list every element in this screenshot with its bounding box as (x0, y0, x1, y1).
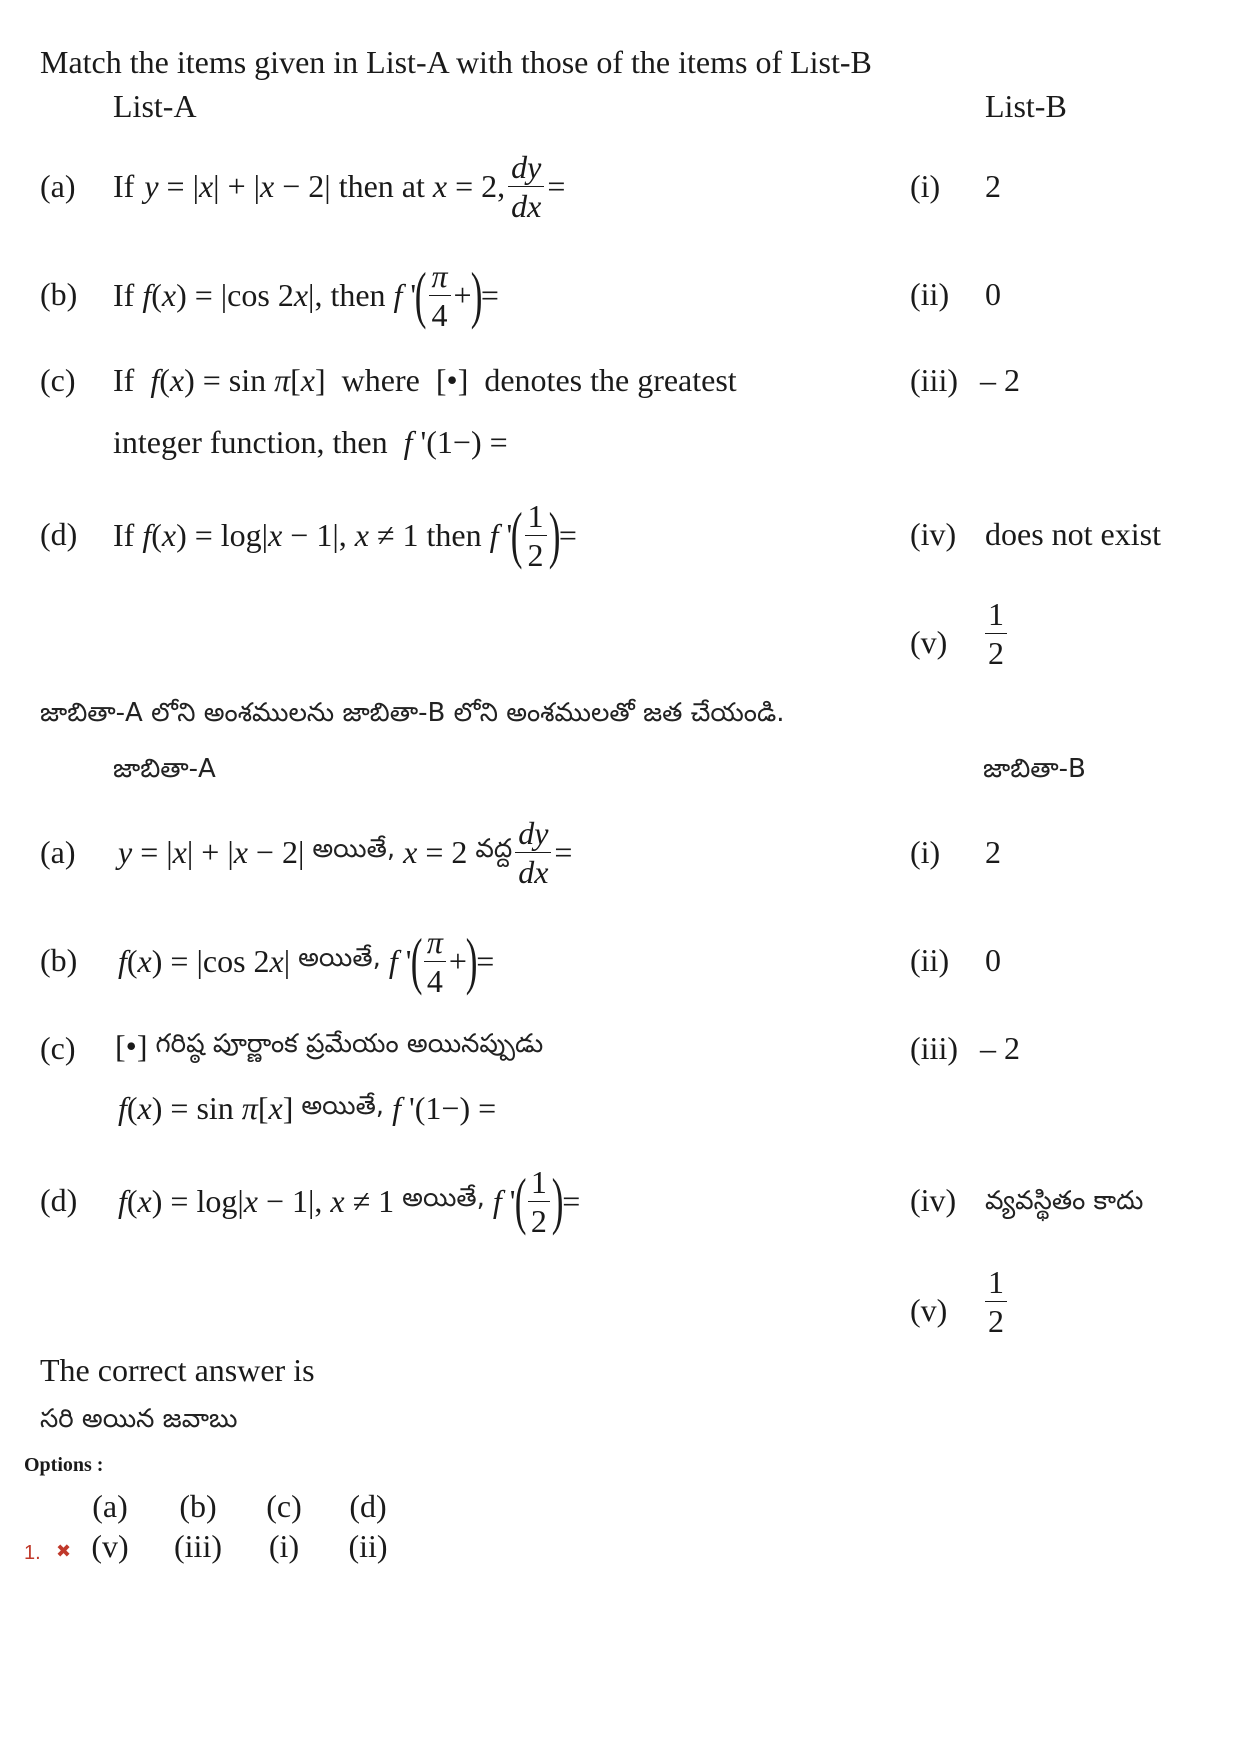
item-d-label-en: (d) (40, 516, 78, 552)
option-col-a: (a) (92, 1488, 128, 1524)
item-b-pre: If (113, 276, 135, 313)
list-b-iv-value-te: వ్యవస్థితం కాదు (985, 1186, 1144, 1216)
list-b-v-label-te: (v) (910, 1292, 948, 1328)
item-c-te-line2: f(x) = sin π[x] అయితే, f '(1−) = (118, 1090, 497, 1126)
list-b-ii-value-te: 0 (985, 942, 1001, 978)
list-b-ii-value-en: 0 (985, 276, 1001, 312)
list-b-ii-label-en: (ii) (910, 276, 950, 312)
item-b-label-te: (b) (40, 942, 78, 978)
item-c-pre: If (113, 362, 135, 398)
option-1-b: (iii) (174, 1528, 222, 1564)
list-b-ii-label-te: (ii) (910, 942, 950, 978)
item-a-label-te: (a) (40, 834, 76, 870)
item-c-then-te: అయితే, (301, 1090, 385, 1121)
list-b-v-value-en (982, 598, 1010, 669)
list-b-i-value-en: 2 (985, 168, 1001, 204)
item-a-pre: If (113, 167, 135, 204)
instruction-te: జాబితా-A లోని అంశములను జాబితా-B లోని అంశములతో జత చేయండి. (40, 698, 785, 728)
item-b-mid: , then (314, 276, 386, 313)
instruction-en: Match the items given in List-A with those of the items of List-B (40, 44, 872, 80)
list-b-iv-value-en: does not exist (985, 516, 1161, 552)
v-numerator-te: 1 (988, 1264, 1004, 1300)
list-b-v-label-en: (v) (910, 624, 948, 660)
v-denominator: 2 (985, 633, 1007, 669)
list-a-header-en: List-A (113, 88, 197, 124)
item-a-te: y = |x| + |x − 2| అయితే, x = 2 వద్ద $\frac{dy}{dx}$ = (118, 814, 573, 890)
list-b-iv-label-en: (iv) (910, 516, 957, 552)
item-d-te: f(x) = log|x − 1|, x ≠ 1 అయితే, f ' ( $\frac{1}{2}$ ) = (118, 1163, 581, 1239)
item-d-mid: then (426, 516, 482, 553)
dy-dx-fraction: $\frac{dy}{dx}$ (508, 151, 544, 222)
item-c-line2: integer function, then (113, 424, 388, 460)
item-b-te: f(x) = |cos 2x| అయితే, f ' ( $\frac{\pi}{4}$ + ) = (118, 923, 495, 999)
item-a-en: If y = |x| + |x − 2| then at x = 2, $\frac{dy}{dx}$ = (113, 148, 566, 224)
answer-label-te: సరి అయిన జవాబు (40, 1404, 238, 1434)
list-a-header-te: జాబితా-A (113, 754, 216, 784)
option-col-d: (d) (349, 1488, 387, 1524)
item-d-pre: If (113, 516, 135, 553)
list-b-header-en: List-B (985, 88, 1067, 124)
answer-label-en: The correct answer is (40, 1352, 315, 1388)
v-numerator: 1 (988, 596, 1004, 632)
options-header: Options : (24, 1454, 104, 1476)
option-1-d: (ii) (348, 1528, 388, 1564)
list-b-v-value-te (982, 1266, 1010, 1337)
item-a-label-en: (a) (40, 168, 76, 204)
list-b-iv-label-te: (iv) (910, 1182, 957, 1218)
item-c-label-en: (c) (40, 362, 76, 398)
wrong-mark-icon: ✖ (56, 1541, 72, 1562)
item-d-en: If f(x) = log|x − 1|, x ≠ 1 then f ' ( $\frac{1}{2}$ ) = (113, 497, 577, 573)
item-c-line1-te: గరిష్ఠ పూర్ణాంక ప్రమేయం అయినప్పుడు (155, 1028, 544, 1059)
option-col-c: (c) (266, 1488, 302, 1524)
item-c-mid2: denotes the greatest (484, 362, 737, 398)
item-b-label-en: (b) (40, 276, 78, 312)
item-c-te-line1: [•] గరిష్ఠ పూర్ణాంక ప్రమేయం అయినప్పుడు (115, 1028, 544, 1064)
list-b-iii-label-te: (iii) (910, 1030, 958, 1066)
item-d-label-te: (d) (40, 1182, 78, 1218)
list-b-iii-value-en: – 2 (980, 362, 1020, 398)
option-1-a: (v) (91, 1528, 129, 1564)
item-c-mid: where (341, 362, 420, 398)
list-b-header-te: జాబితా-B (983, 754, 1086, 784)
item-d-then-te: అయితే, (402, 1183, 485, 1213)
item-b-en: If f(x) = |cos 2x| , then f ' ( $\frac{\pi}{4}$ + ) = (113, 257, 499, 333)
item-a-at-te: వద్ద (475, 834, 513, 864)
list-b-i-label-te: (i) (910, 834, 941, 870)
item-c-en-line1: If f(x) = sin π[x] where [•] denotes the greatest (113, 362, 737, 398)
option-number: 1. (24, 1542, 41, 1564)
item-c-en-line2: integer function, then f '(1−) = (113, 424, 508, 460)
v-denominator-te: 2 (985, 1301, 1007, 1337)
option-col-b: (b) (179, 1488, 217, 1524)
item-a-mid: then at (338, 167, 425, 204)
option-1-c: (i) (268, 1528, 300, 1564)
list-b-i-value-te: 2 (985, 834, 1001, 870)
item-c-label-te: (c) (40, 1030, 76, 1066)
list-b-iii-label-en: (iii) (910, 362, 958, 398)
item-a-then-te: అయితే, (312, 834, 396, 864)
item-b-then-te: అయితే, (298, 943, 381, 973)
list-b-i-label-en: (i) (910, 168, 941, 204)
list-b-iii-value-te: – 2 (980, 1030, 1020, 1066)
